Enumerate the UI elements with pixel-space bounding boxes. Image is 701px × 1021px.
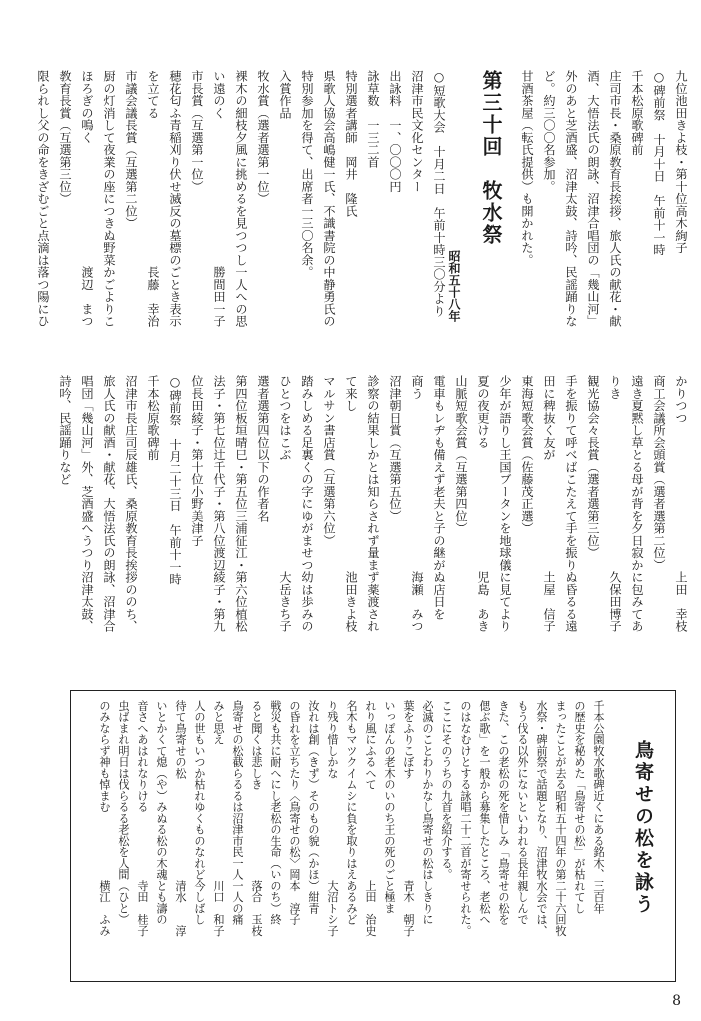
text-column: 市長賞（互選第一位） [190, 70, 204, 193]
text-column: ひとつをはこぶ 大岳きち子 [278, 375, 292, 633]
text-column: 手を振りて呼べばこたえて手を振りぬ昏るる遠 [564, 375, 578, 633]
text-column: 鳥寄せの松截らるるは沼津市民一人一人の痛 [231, 700, 244, 925]
text-column: 甘酒茶屋（転氏提供）も開かれた。 [520, 70, 534, 266]
text-column: 水祭・碑前祭で話題となり、沼津牧水会では、 [535, 700, 548, 937]
text-column: 特別参加を得て、出席者一三〇名余。 [300, 70, 314, 279]
text-column: 詩吟、民謡踊りなど [58, 375, 72, 486]
text-column: 少年が語りし王国ブータンを地球儀に見てより [498, 375, 512, 633]
text-column: り残り惜しかな 大沼トシ子 [326, 700, 339, 937]
text-column: いっぽんの老木のいのち王の死のごと極ま [383, 700, 396, 914]
text-column: 裸木の細枝夕風に挑めるを見つつし一人への思 [234, 70, 248, 328]
text-column: 必滅のことわりかなし鳥寄せの松はしきりに [421, 700, 434, 925]
text-column: のみならず神も悼まむ 横江 ふみ [98, 700, 111, 937]
text-column: 教育長賞（互選第三位） [58, 70, 72, 205]
text-column: 千本松原歌碑前 [146, 375, 160, 461]
text-column: 戦災も共に耐へにし老松の生命（いのち）終 [269, 700, 282, 925]
page-number: 8 [672, 993, 681, 1009]
text-column: て来し 池田きよ枝 [344, 375, 358, 633]
text-column: 法子・第七位辻千代子・第八位渡辺綾子・第九 [212, 375, 226, 633]
text-column: 選者選第四位以下の作者名 [256, 375, 270, 522]
text-column: 沼津朝日賞（互選第五位） [388, 375, 402, 522]
text-column: ほろぎの鳴く 渡辺 まつ [80, 70, 94, 328]
text-column: 東海短歌会賞（佐藤茂正選） [520, 375, 534, 535]
text-column: のはなむけとする詠唱二十二首が寄せられた。 [459, 700, 472, 937]
text-column: 庄司市長・桑原教育長挨拶、旅人氏の献花・献 [608, 70, 622, 328]
text-column: いとかくて熄（や）みぬる松の木魂とも濤の [155, 700, 168, 925]
text-column: ど。約三〇〇名参加。 [542, 70, 556, 193]
text-column: 沼津市民文化センター [410, 70, 424, 193]
text-column: ○碑前祭 十月二十三日 午前十一時 [168, 375, 182, 586]
text-column: 唱団「幾山河」外、芝酒盛へうつり沼津太鼓、 [80, 375, 94, 633]
text-column: 名木もマツクイムシに負を取りはえあるみど [345, 700, 358, 925]
text-column: 観光協会々長賞（選者選第三位） [586, 375, 600, 559]
text-column: 旅人氏の献酒・献花、大悟法氏の朗詠、沼津合 [102, 375, 116, 633]
text-column: 診察の結果しかとは知らされず量まず薬渡され [366, 375, 380, 633]
text-column: の昏れを立ちたり〈鳥寄せの松〉岡本 淳子 [288, 700, 301, 925]
text-column: 詠草数 一三二首 [366, 70, 380, 168]
text-column: 田に稗抜く友が 土屋 信子 [542, 375, 556, 633]
text-column: きた、この老松の死を惜しみ「鳥寄せの松を [497, 700, 510, 925]
text-column: 沼津市長庄司辰雄氏、桑原教育長挨拶ののち、 [124, 375, 138, 633]
text-column: かりつつ 上田 幸枝 [674, 375, 688, 633]
text-column: 音さへあはれなりける 寺田 桂子 [136, 700, 149, 937]
text-column: い遠のく 勝間田一子 [212, 70, 226, 328]
text-column: 外のあと芝酒盛、沼津太鼓、詩吟、民謡踊りな [564, 70, 578, 328]
text-column: 限られし父の命をきざむごと点滴は落つ陽にひ [36, 70, 50, 328]
text-column: 市議会議長賞（互選第二位） [124, 70, 138, 230]
section-title: 第三十回 牧水祭 [479, 70, 503, 246]
text-column: 商う 海瀬 みつ [410, 375, 424, 633]
text-column: ○短歌大会 十月二日 午前十時三〇分より [432, 70, 446, 317]
text-column: 県歌人協会高嶋健一氏、不識書院の中静勇氏の [322, 70, 336, 328]
text-column: 千本松原歌碑前 [630, 70, 644, 156]
text-column: 商工会議所会頭賞（選者選第二位） [652, 375, 666, 571]
text-column: ると聞くは悲しき 落合 玉枝 [250, 700, 263, 937]
text-column: もう伐る以外にないといわれる長年親しんで [516, 700, 529, 925]
text-column: 遠き夏黙し草とる母が背を夕日寂かに包みてあ [630, 375, 644, 633]
text-column: みと思え 川口 和子 [212, 700, 225, 937]
text-column: 特別選者講師 岡井 隆氏 [344, 70, 358, 217]
text-column: を立てる 長藤 幸治 [146, 70, 160, 328]
text-column: りき 久保田博子 [608, 375, 622, 633]
text-column: 汝れは創（きず）そのもの貌（かほ）紺青 [307, 700, 320, 914]
poem-box-title: 鳥寄せの松を詠う [632, 740, 654, 916]
text-column: マルサン書店賞（互選第六位） [322, 375, 336, 547]
text-column: 九位池田きよ枝・第十位高木絢子 [674, 70, 688, 254]
text-column: 出詠料 一、〇〇〇円 [388, 70, 402, 193]
text-column: 偲ぶ歌」を一般から募集したところ、老松へ [478, 700, 491, 925]
text-column: 第四位板垣晴巳・第五位三浦征江・第六位植松 [234, 375, 248, 633]
text-column: れり風にふるへて 上田 治史 [364, 700, 377, 937]
text-column: 虫ばまれ明日は伐らるる老松を人間（ひと） [117, 700, 130, 925]
text-column: ○碑前祭 十月十日 午前十一時 [652, 70, 666, 256]
text-column: 葉をふりこぼす 青木 朝子 [402, 700, 415, 937]
text-column: 牧水賞（選者選第一位） [256, 70, 270, 205]
text-column: ここにそのうちの九首を紹介する。 [440, 700, 453, 880]
text-column: 踏みしめる足裏くの字にゆがませつ幼は歩みの [300, 375, 314, 633]
text-column: 人の世もいつか枯れゆくものなれど今しばし [193, 700, 206, 925]
text-column: 山脈短歌会賞（互選第四位） [454, 375, 468, 535]
text-column: 待て鳥寄せの松 清水 淳 [174, 700, 187, 937]
text-column: 酒、大悟法氏の朗詠、沼津合唱団の「幾山河」 [586, 70, 600, 328]
text-column: 位長田綾子・第十位小野美津子 [190, 375, 204, 547]
text-column: 電車もレヂも備えず老夫と子の継がぬ店日を [432, 375, 446, 620]
text-column: 厨の灯消して夜業の座につきぬ野菜かごよりこ [102, 70, 116, 328]
text-column: 千本公園牧水歌碑近くにある銘木、三百年 [592, 700, 605, 914]
era-label: 昭和五十八年 [447, 250, 461, 322]
text-column: 入賞作品 [278, 70, 292, 119]
text-column: まったことが去る昭和五十四年の第二十六回牧 [554, 700, 567, 937]
text-column: の歴史を秘めた「鳥寄せの松」が枯れてし [573, 700, 586, 914]
text-column: 夏の夜更ける 児島 あき [476, 375, 490, 633]
text-column: 穂花匂ふ青稲刈り伏せ滅反の墓標のごとき表示 [168, 70, 182, 328]
